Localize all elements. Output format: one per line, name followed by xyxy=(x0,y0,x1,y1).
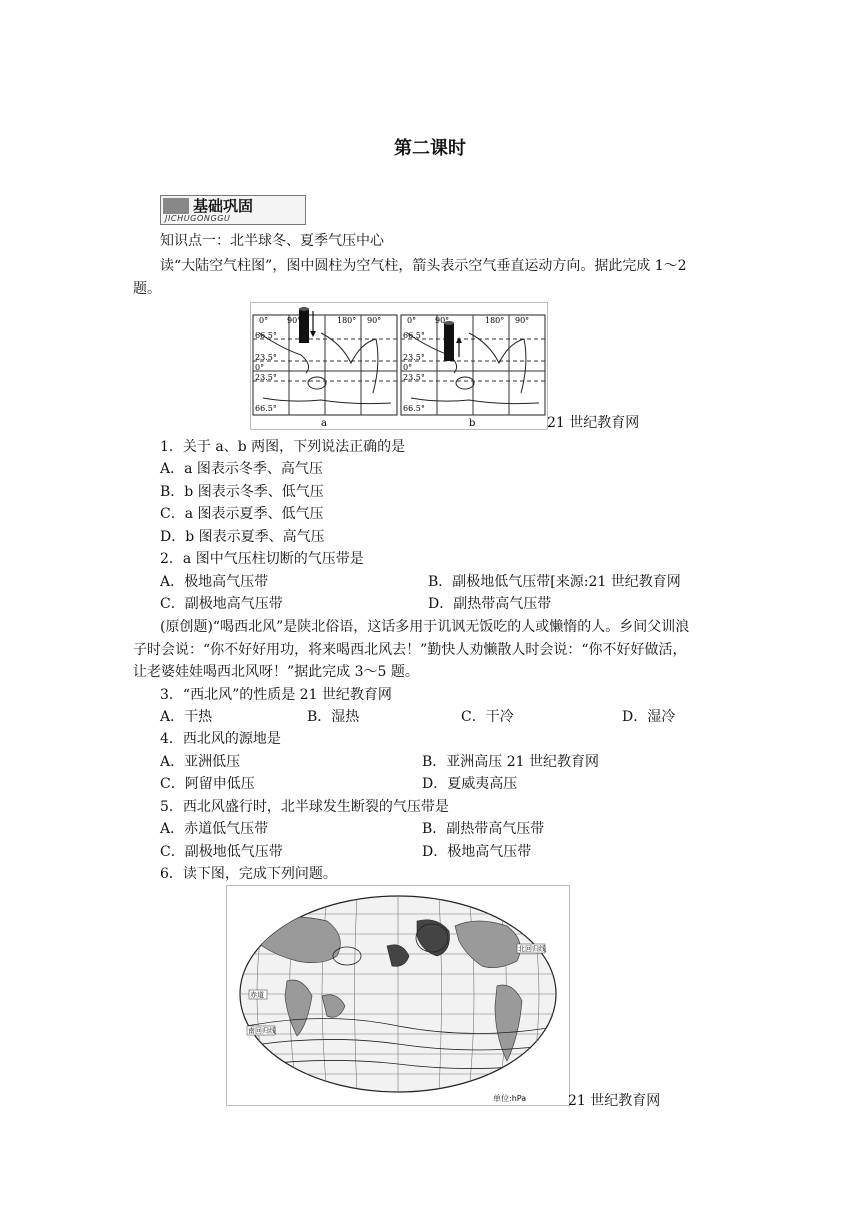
q4-option-b: B．亚洲高压 21 世纪教育网 xyxy=(422,754,600,770)
label-northern-tropic: 北回归线 xyxy=(518,945,546,953)
air-column-map xyxy=(251,303,547,429)
q2-option-c: C．副极地高气压带 xyxy=(160,596,283,612)
lon-label-2-a: 180° xyxy=(337,316,357,325)
lon-label-1-a: 90° xyxy=(287,316,302,325)
lat-label-4-b: 66.5° xyxy=(403,404,425,413)
q3-option-b: B．湿热 xyxy=(307,709,360,725)
q3-option-d: D．湿冷 xyxy=(622,709,676,725)
lon-label-2-b: 180° xyxy=(485,316,505,325)
q2-option-d: D．副热带高气压带 xyxy=(428,596,552,612)
q4-option-a: A．亚洲低压 xyxy=(160,754,241,770)
lat-label-3-b: 23.5° xyxy=(403,373,425,382)
q6-stem: 6．读下图，完成下列问题。 xyxy=(160,866,337,882)
q4-option-c: C．阿留申低压 xyxy=(160,776,255,792)
q4-option-d: D．夏威夷高压 xyxy=(422,776,518,792)
intro-1-line-1: 读“大陆空气柱图”，图中圆柱为空气柱，箭头表示空气垂直运动方向。据此完成 1～2 xyxy=(160,258,687,274)
intro-1-line-2: 题。 xyxy=(133,281,161,297)
badge-title: 基础巩固 xyxy=(193,197,254,215)
section-badge xyxy=(160,195,306,225)
lat-label-2-a: 0° xyxy=(255,363,265,372)
badge-ornament xyxy=(163,198,189,214)
q5-stem: 5．西北风盛行时，北半球发生断裂的气压带是 xyxy=(160,799,449,815)
q1-option-c: C．a 图表示夏季、低气压 xyxy=(160,506,324,522)
q5-option-a: A．赤道低气压带 xyxy=(160,821,269,837)
lat-label-2-b: 0° xyxy=(403,363,413,372)
lat-label-1-a: 23.5° xyxy=(255,353,277,362)
q5-option-d: D．极地高气压带 xyxy=(422,844,532,860)
q3-option-a: A．干热 xyxy=(160,709,213,725)
watermark-1: 21 世纪教育网 xyxy=(547,415,640,431)
q1-option-d: D．b 图表示夏季、高气压 xyxy=(160,529,325,545)
lat-label-4-a: 66.5° xyxy=(255,404,277,413)
lon-label-0-b: 0° xyxy=(407,316,417,325)
q1-stem: 1．关于 a、b 两图，下列说法正确的是 xyxy=(160,439,406,455)
q2-option-b: B．副极地低气压带[来源:21 世纪教育网 xyxy=(428,574,681,590)
lon-label-3-a: 90° xyxy=(367,316,382,325)
lat-label-1-b: 23.5° xyxy=(403,353,425,362)
lat-label-3-a: 23.5° xyxy=(255,373,277,382)
q5-option-c: C．副极地低气压带 xyxy=(160,844,283,860)
world-pressure-figure xyxy=(226,885,570,1106)
knowledge-point-1: 知识点一：北半球冬、夏季气压中心 xyxy=(160,233,384,249)
badge-subtitle: JICHUGONGGU xyxy=(165,214,231,223)
q2-option-a: A．极地高气压带 xyxy=(160,574,269,590)
page-title: 第二课时 xyxy=(394,138,466,159)
lat-label-0-b: 66.5° xyxy=(403,331,425,340)
lon-label-0-a: 0° xyxy=(259,316,269,325)
air-column-figure xyxy=(250,302,548,430)
q1-option-b: B．b 图表示冬季、低气压 xyxy=(160,484,324,500)
q3-option-c: C．干冷 xyxy=(461,709,514,725)
q3-stem: 3．“西北风”的性质是 21 世纪教育网 xyxy=(160,687,392,703)
panel-a-label: a xyxy=(321,418,327,429)
intro-2-line-2: 子时会说：“你不好好用功，将来喝西北风去！”勤快人劝懒散人时会说：“你不好好做活， xyxy=(133,642,687,658)
q2-stem: 2．a 图中气压柱切断的气压带是 xyxy=(160,551,364,567)
q4-stem: 4．西北风的源地是 xyxy=(160,731,281,747)
world-pressure-map xyxy=(227,886,569,1105)
lat-label-0-a: 66.5° xyxy=(255,331,277,340)
unit-label: 单位:hPa xyxy=(493,1094,527,1103)
q1-option-a: A．a 图表示冬季、高气压 xyxy=(160,461,323,477)
intro-2-line-3: 让老婆娃娃喝西北风呀！”据此完成 3～5 题。 xyxy=(133,664,419,680)
panel-b-label: b xyxy=(469,418,476,429)
watermark-2: 21 世纪教育网 xyxy=(568,1093,661,1109)
intro-2-line-1: (原创题)“喝西北风”是陕北俗语，这话多用于讥讽无饭吃的人或懒惰的人。乡间父训浪 xyxy=(160,619,690,635)
label-equator: 赤道 xyxy=(250,991,264,999)
lon-label-1-b: 90° xyxy=(435,316,450,325)
label-southern-tropic: 南回归线 xyxy=(248,1027,276,1035)
lon-label-3-b: 90° xyxy=(515,316,530,325)
q5-option-b: B．副热带高气压带 xyxy=(422,821,545,837)
